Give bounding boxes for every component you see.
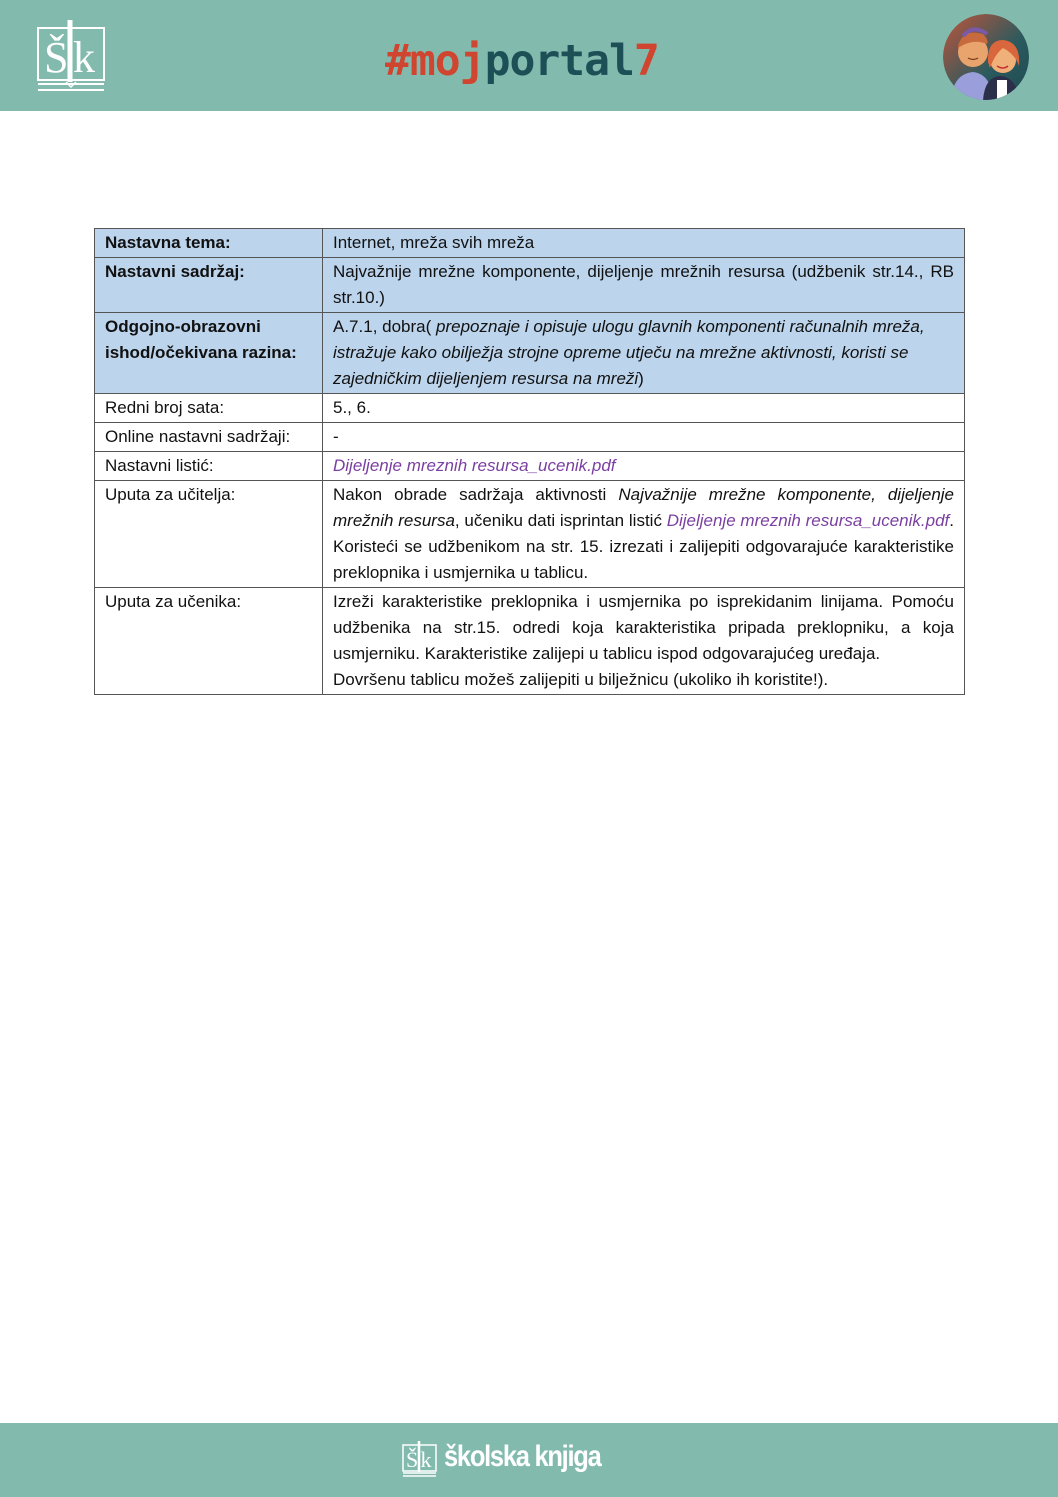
sk-logo-icon — [402, 1441, 438, 1477]
text-segment: . Koristeći se udžbenikom na str. 15. izrezati i zalijepiti odgovarajuće karakteristike preklopnika i usmjernika u tablicu. — [333, 511, 954, 582]
worksheet-link[interactable]: Dijeljenje mreznih resursa_ucenik.pdf — [333, 456, 616, 475]
row-value: Internet, mreža svih mreža — [323, 229, 965, 258]
table-row-online-content — [95, 423, 965, 452]
row-label: Nastavni listić: — [95, 452, 323, 481]
table-row-content — [95, 258, 965, 313]
students-avatar-icon — [943, 14, 1029, 100]
sk-logo-icon — [36, 20, 108, 92]
row-value: - — [323, 423, 965, 452]
worksheet-link[interactable]: Dijeljenje mreznih resursa_ucenik.pdf — [666, 511, 950, 530]
activity-title: Najvažnije mrežne komponente, dijeljenje mrežnih resursa — [333, 485, 955, 530]
table-row-teacher-instructions — [95, 481, 965, 588]
outcome-suffix: ) — [638, 369, 644, 388]
svg-text:Š: Š — [44, 33, 69, 82]
row-label: Online nastavni sadržaji: — [95, 423, 323, 452]
text-segment: , učeniku dati isprintan listić — [454, 511, 667, 530]
lesson-info-table — [94, 228, 965, 695]
row-label: Nastavna tema: — [95, 229, 323, 258]
footer-brand-name: školska knjiga — [444, 1440, 601, 1473]
table-row-lesson-number — [95, 394, 965, 423]
row-value — [323, 481, 965, 588]
row-label: Odgojno-obrazovni ishod/očekivana razina: — [95, 313, 323, 394]
row-value — [323, 313, 965, 394]
instruction-paragraph: Izreži karakteristike preklopnika i usmjernika po isprekidanim linijama. Pomoću udžbenika na str.15. odredi koja karakteristika pripada preklopniku, a koja usmjerniku. Karakteristike zalijepi u tablicu ispod odgovarajućeg uređaja. — [333, 592, 954, 663]
table-row-worksheet — [95, 452, 965, 481]
svg-text:k: k — [73, 33, 95, 82]
header-banner — [0, 0, 1058, 111]
row-label: Uputa za učenika: — [95, 588, 323, 695]
brand-number: 7 — [633, 36, 659, 86]
outcome-prefix: A.7.1, dobra( — [333, 317, 437, 336]
outcome-description: prepoznaje i opisuje ulogu glavnih komponenti računalnih mreža, istražuje kako obilježja strojne opreme utječu na mrežne aktivnosti, koristi se zajedničkim dijeljenjem resursa na mreži — [333, 317, 925, 388]
instruction-paragraph: Dovršenu tablicu možeš zalijepiti u bilježnicu (ukoliko ih koristite!). — [333, 670, 829, 689]
row-label: Redni broj sata: — [95, 394, 323, 423]
row-value: 5., 6. — [323, 394, 965, 423]
row-value — [323, 452, 965, 481]
row-label: Nastavni sadržaj: — [95, 258, 323, 313]
table-row-student-instructions — [95, 588, 965, 695]
brand-title — [385, 33, 695, 89]
footer-banner — [0, 1423, 1058, 1497]
row-label: Uputa za učitelja: — [95, 481, 323, 588]
table-row-topic — [95, 229, 965, 258]
text-segment: Nakon obrade sadržaja aktivnosti — [333, 485, 619, 504]
brand-portal: portal — [484, 36, 634, 86]
table-row-outcome — [95, 313, 965, 394]
row-value — [323, 588, 965, 695]
svg-text:Š: Š — [406, 1447, 419, 1472]
svg-text:k: k — [420, 1447, 432, 1472]
row-value: Najvažnije mrežne komponente, dijeljenje mrežnih resursa (udžbenik str.14., RB str.10.) — [323, 258, 965, 313]
brand-hash-moj: #moj — [385, 36, 485, 86]
